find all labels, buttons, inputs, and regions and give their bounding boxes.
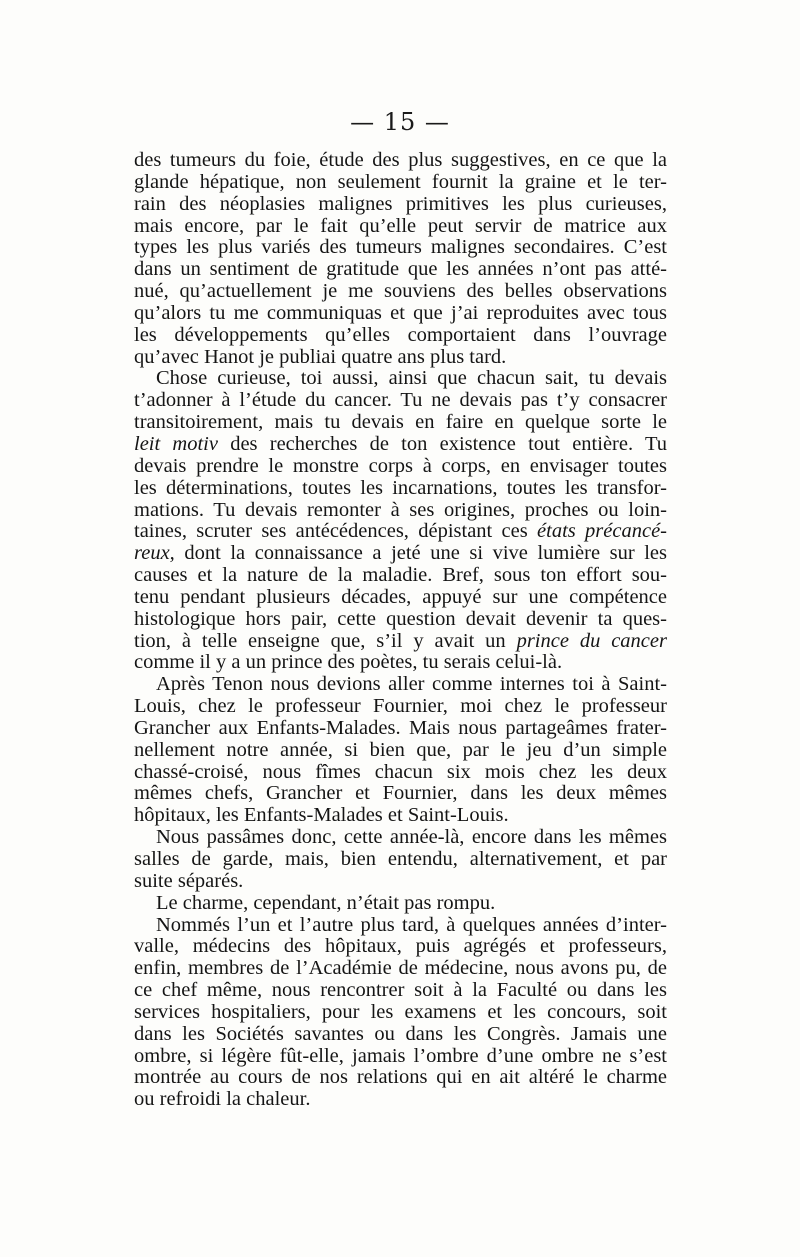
text-line: histologique hors pair, cette question devait devenir ta ques- — [134, 607, 667, 630]
text-line: Chose curieuse, toi aussi, ainsi que chacun sait, tu devais — [156, 367, 667, 390]
text-line: ce chef même, nous rencontrer soit à la Faculté ou dans les — [134, 979, 667, 1002]
text-line: Grancher aux Enfants-Malades. Mais nous partageâmes frater- — [134, 716, 667, 739]
text-segment: taines, scruter ses antécédences, dépistant ces — [134, 520, 528, 543]
text-line: dans les Sociétés savantes ou dans les Congrès. Jamais une — [134, 1022, 667, 1045]
text-line: mations. Tu devais remonter à ses origines, proches ou loin- — [134, 498, 667, 521]
text-line: suite séparés. — [134, 869, 244, 892]
text-line: chassé-croisé, nous fîmes chacun six mois chez les deux — [134, 760, 667, 783]
text-line: Nommés l’un et l’autre plus tard, à quelques années d’inter- — [156, 913, 667, 936]
italic-phrase-reux: reux, — [134, 542, 175, 565]
text-line: valle, médecins des hôpitaux, puis agrégés et professeurs, — [134, 935, 667, 958]
text-line: les développements qu’elles comportaient dans l’ouvrage — [134, 323, 667, 346]
text-segment: tion, à telle enseigne que, s’il y avait un — [134, 629, 506, 652]
italic-phrase-etats-precancereux: états précancé- — [537, 520, 668, 543]
italic-phrase-leit-motiv: leit motiv — [134, 432, 218, 455]
text-line: glande hépatique, non seulement fournit la graine et le ter- — [134, 170, 667, 193]
text-line: mais encore, par le fait qu’elle peut servir de matrice aux — [134, 214, 667, 237]
text-line: ombre, si légère fût-elle, jamais l’ombre d’une ombre ne s’est — [134, 1044, 667, 1067]
text-segment: dont la connaissance a jeté une si vive lumière sur les — [184, 542, 668, 565]
text-line: transitoirement, mais tu devais en faire en quelque sorte le — [134, 411, 667, 434]
text-line: montrée au cours de nos relations qui en ait altéré le charme — [134, 1066, 667, 1089]
text-segment: des recherches de ton existence tout entière. Tu — [230, 432, 668, 455]
text-line: mêmes chefs, Grancher et Fournier, dans les deux mêmes — [134, 782, 667, 805]
text-line: ou refroidi la chaleur. — [134, 1088, 311, 1111]
text-line: des tumeurs du foie, étude des plus suggestives, en ce que la — [134, 149, 667, 171]
text-line: salles de garde, mais, bien entendu, alternativement, et par — [134, 848, 667, 870]
text-line: Le charme, cependant, n’était pas rompu. — [156, 891, 496, 914]
text-line: Louis, chez le professeur Fournier, moi chez le professeur — [134, 695, 667, 718]
text-line: tenu pendant plusieurs décades, appuyé sur une compétence — [134, 585, 667, 608]
text-line: nellement notre année, si bien que, par le jeu d’un simple — [134, 738, 667, 761]
text-line: Après Tenon nous devions aller comme internes toi à Saint- — [156, 673, 667, 696]
text-line: enfin, membres de l’Académie de médecine, nous avons pu, de — [134, 957, 667, 980]
text-line: types les plus variés des tumeurs malignes secondaires. C’est — [134, 236, 667, 259]
page-number: — 15 — — [350, 108, 450, 136]
text-line: rain des néoplasies malignes primitives les plus curieuses, — [134, 192, 667, 215]
italic-phrase-prince-du-cancer: prince du cancer — [516, 629, 667, 652]
text-line: qu’avec Hanot je publiai quatre ans plus tard. — [134, 345, 507, 368]
text-line-mixed — [134, 543, 667, 565]
text-line: Nous passâmes donc, cette année-là, encore dans les mêmes — [156, 826, 667, 849]
text-line: qu’alors tu me communiquas et que j’ai reproduites avec tous — [134, 301, 667, 324]
body-text — [134, 150, 667, 1111]
text-line-mixed — [134, 521, 667, 543]
text-line: comme il y a un prince des poètes, tu serais celui-là. — [134, 651, 563, 674]
text-line: services hospitaliers, pour les examens et les concours, soit — [134, 1000, 667, 1023]
text-line-mixed — [134, 434, 667, 456]
text-line: les déterminations, toutes les incarnations, toutes les transfor- — [134, 476, 667, 499]
text-line: nué, qu’actuellement je me souviens des belles observations — [134, 280, 667, 303]
text-line: hôpitaux, les Enfants-Malades et Saint-Louis. — [134, 804, 509, 827]
text-line: t’adonner à l’étude du cancer. Tu ne devais pas t’y consacrer — [134, 389, 667, 412]
text-line: causes et la nature de la maladie. Bref, sous ton effort sou- — [134, 564, 667, 587]
text-line-mixed — [134, 631, 667, 653]
text-line: dans un sentiment de gratitude que les années n’ont pas atté- — [134, 258, 667, 281]
text-line: devais prendre le monstre corps à corps, en envisager toutes — [134, 454, 667, 477]
